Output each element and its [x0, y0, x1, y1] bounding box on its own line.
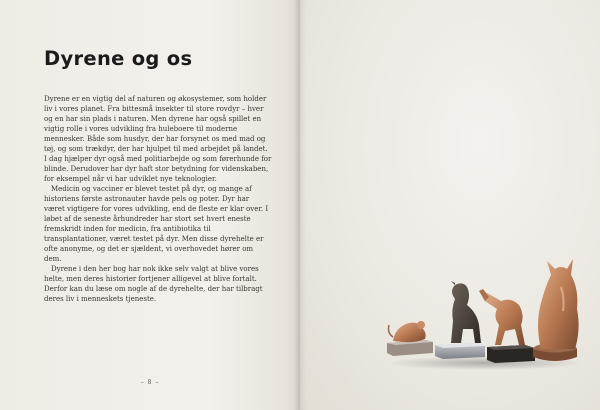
- page-title: Dyrene og os: [44, 47, 193, 70]
- plinth-dark: [487, 345, 535, 363]
- horse-statuette-icon: [479, 289, 525, 345]
- mouse-statuette-icon: [389, 321, 426, 342]
- plinth-silver: [435, 343, 485, 359]
- plinth-left: [387, 340, 433, 356]
- paragraph-3: Dyrene i den her bog har nok ikke selv valgt at blive vores helte, men deres historier fortjener alligevel at blive fortalt. Derfor kan du læse om nogle af de dyrehelte, der har tilbragt deres liv i menneskets tjeneste.: [44, 265, 263, 303]
- animal-statuettes-image: [385, 225, 585, 370]
- paragraph-2: Medicin og vacciner er blevet testet på dyr, og mange af historiens første astronauter havde pels og poter. Dyr har været vigtigere for vores udvikling, end de fleste er klar over. I løbet af de seneste århundreder har stort set hvert eneste fremskridt inden for medicin, fra antibiotika til transplantationer, været testet på dyr. Men disse dyrehelte er ofte anonyme, og det er sjældent, vi overhovedet hører om dem.: [44, 185, 269, 263]
- cat-statuette-icon: [538, 259, 579, 349]
- dog-statuette-icon: [451, 281, 481, 343]
- page-number: – 8 –: [140, 379, 160, 386]
- body-text: [44, 94, 272, 304]
- right-page: [300, 0, 600, 410]
- paragraph-1: Dyrene er en vigtig del af naturen og økosystemer, som holder liv i vores planet. Fra bittesmå insekter til store rovdyr – hver og en har sin plads i naturen. Men dyrene har også spillet en vigtig rolle i vores udvikling fra huleboere til moderne mennesker. Både som husdyr, der har forsynet os med mad og tøj, og som trækdyr, der har hjulpet til med arbejdet på landet. I dag hjælper dyr også med politiarbejde og som førerhunde for blinde. Derudover har dyr haft stor betydning for videnskaben, for eksempel når vi har udviklet nye teknologier.: [44, 95, 272, 183]
